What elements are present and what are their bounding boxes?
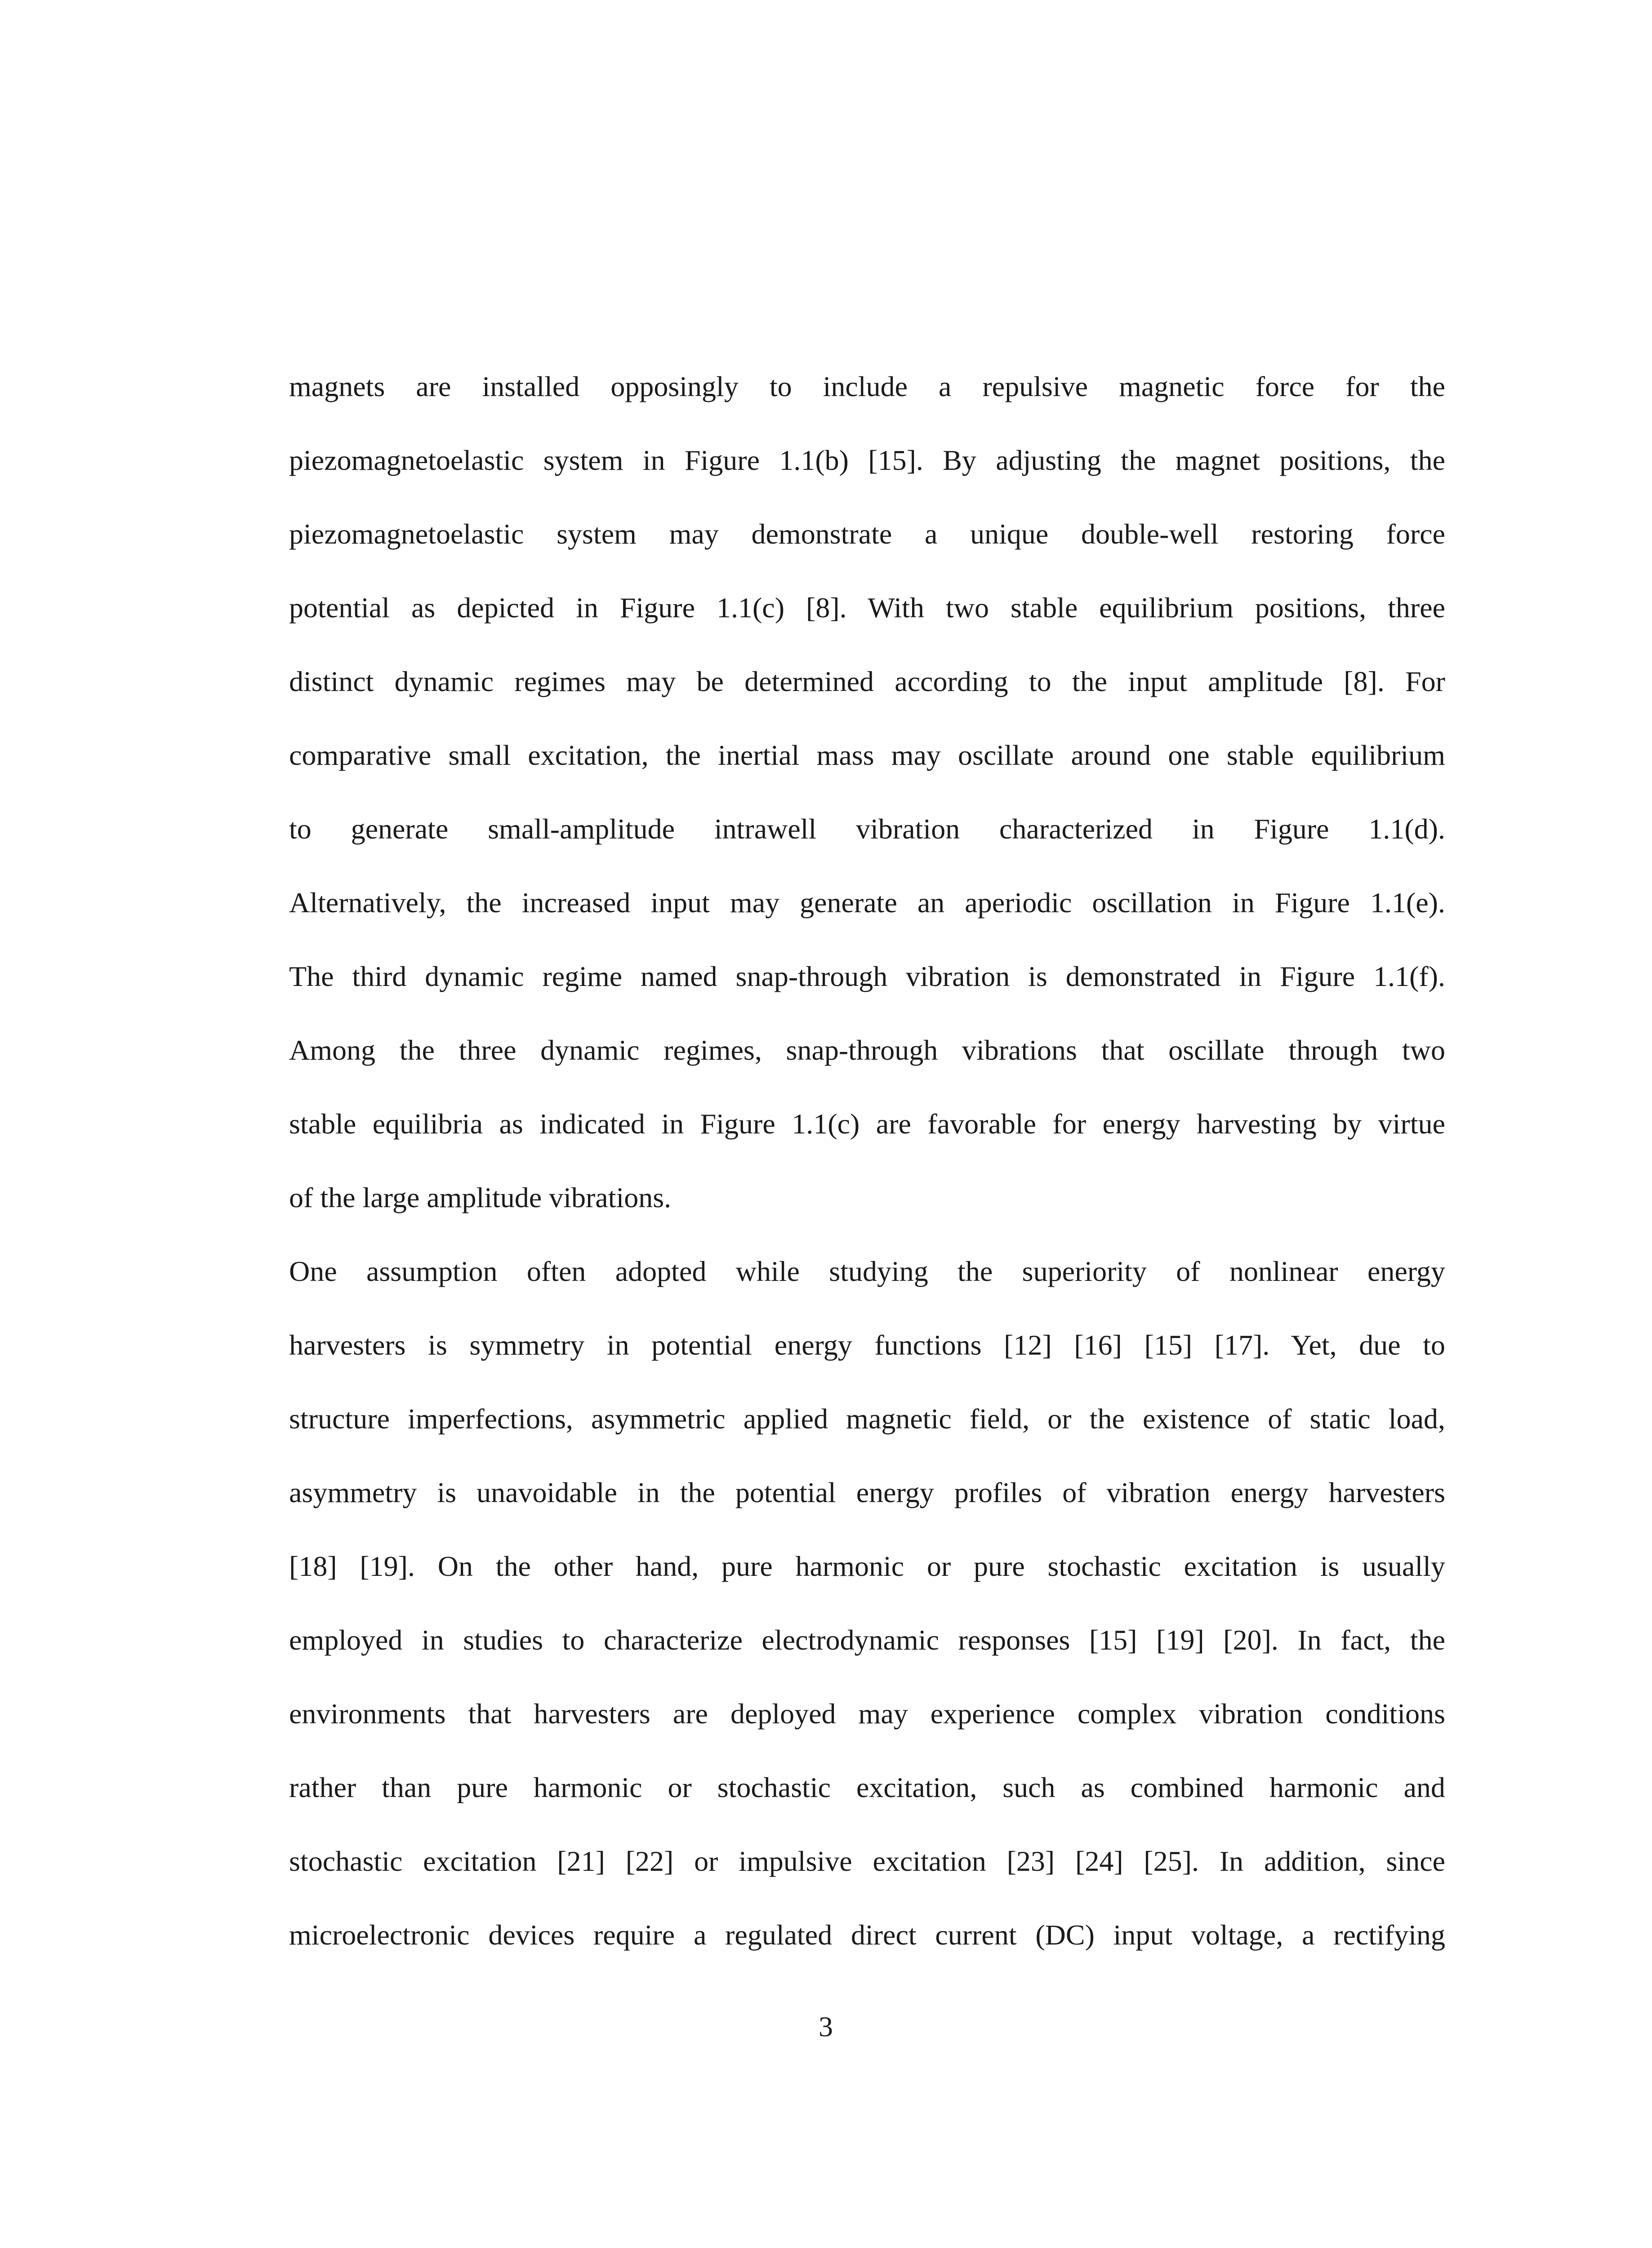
text-line: comparative small excitation, the inertial mass may oscillate around one stable equilibrium [289, 739, 1445, 771]
text-line: Alternatively, the increased input may generate an aperiodic oscillation in Figure 1.1(e). [289, 887, 1445, 919]
text-line: environments that harvesters are deployed may experience complex vibration conditions [289, 1698, 1445, 1730]
text-line: harvesters is symmetry in potential energy functions [12] [16] [15] [17]. Yet, due to [289, 1329, 1445, 1361]
text-line: piezomagnetoelastic system may demonstrate a unique double-well restoring force [289, 518, 1445, 550]
text-line: rather than pure harmonic or stochastic excitation, such as combined harmonic and [289, 1771, 1445, 1803]
text-line: asymmetry is unavoidable in the potential energy profiles of vibration energy harvesters [289, 1476, 1445, 1508]
text-line: structure imperfections, asymmetric applied magnetic field, or the existence of static load, [289, 1403, 1445, 1435]
text-line: The third dynamic regime named snap-through vibration is demonstrated in Figure 1.1(f). [289, 960, 1445, 992]
text-line: of the large amplitude vibrations. [289, 1182, 672, 1213]
page-number: 3 [819, 2011, 833, 2043]
text-line: employed in studies to characterize electrodynamic responses [15] [19] [20]. In fact, the [289, 1624, 1445, 1656]
text-line: piezomagnetoelastic system in Figure 1.1(b) [15]. By adjusting the magnet positions, the [289, 444, 1445, 476]
text-line: distinct dynamic regimes may be determined according to the input amplitude [8]. For [289, 665, 1445, 697]
text-line: microelectronic devices require a regulated direct current (DC) input voltage, a rectifying [289, 1919, 1445, 1951]
text-line: Among the three dynamic regimes, snap-through vibrations that oscillate through two [289, 1034, 1445, 1066]
text-line: stochastic excitation [21] [22] or impulsive excitation [23] [24] [25]. In addition, since [289, 1845, 1445, 1877]
text-line: [18] [19]. On the other hand, pure harmonic or pure stochastic excitation is usually [289, 1550, 1445, 1582]
text-line: One assumption often adopted while studying the superiority of nonlinear energy [289, 1255, 1445, 1287]
text-line: magnets are installed opposingly to include a repulsive magnetic force for the [289, 370, 1445, 402]
text-line: stable equilibria as indicated in Figure 1.1(c) are favorable for energy harvesting by virtue [289, 1108, 1445, 1140]
text-line: to generate small-amplitude intrawell vibration characterized in Figure 1.1(d). [289, 813, 1445, 845]
text-line: potential as depicted in Figure 1.1(c) [8]. With two stable equilibrium positions, three [289, 592, 1445, 624]
